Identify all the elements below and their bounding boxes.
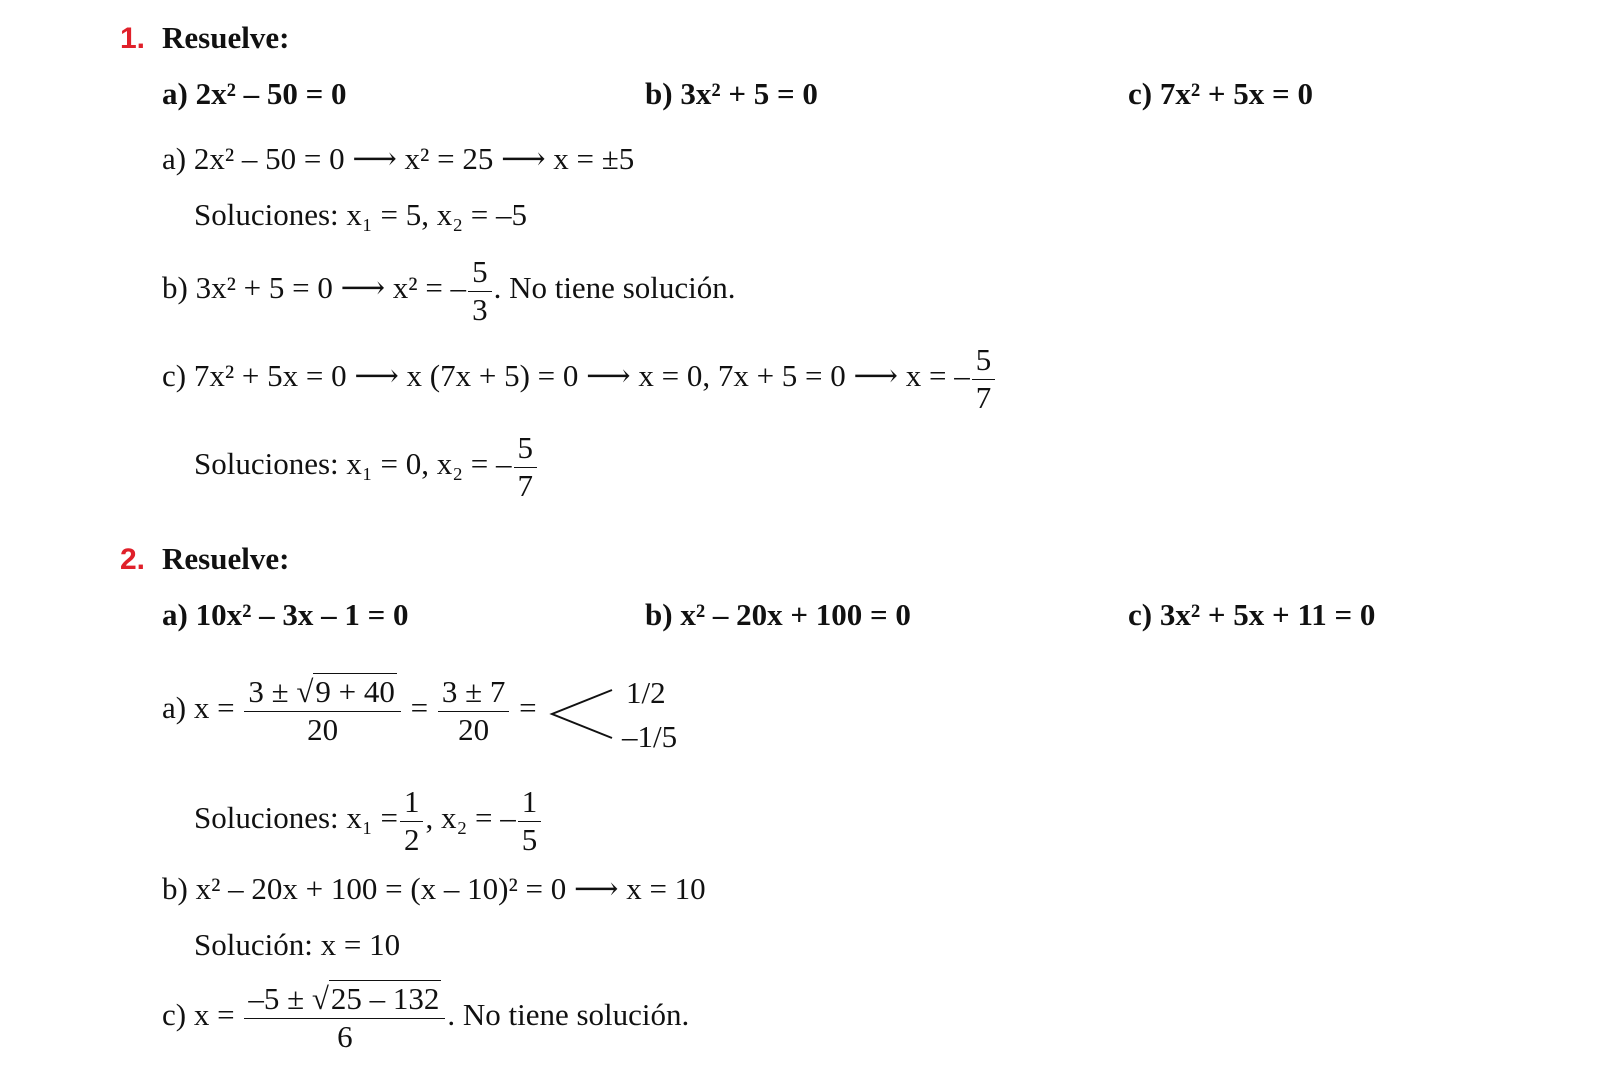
problem-2a-solutions-fraction-2 [518,786,542,856]
fraction-numerator: –5 ± √25 – 132 [244,983,445,1019]
problem-2a-solutions-fraction-1 [400,786,424,856]
problem-1c-solutions [194,432,539,502]
problem-2a-solutions-left: Soluciones: x₁ = [194,800,398,836]
problem-2a-solution-line [162,676,537,746]
problem-1c-solution-line [162,344,997,414]
problem-2b-statement: b) x² – 20x + 100 = 0 [645,597,911,632]
problem-1b-solution-line [162,256,736,326]
problem-2a-statement: a) 10x² – 3x – 1 = 0 [162,597,409,632]
fraction-numerator: 1 [518,786,542,822]
problem-2b-solution-line: b) x² – 20x + 100 = (x – 10)² = 0 ⟶ x = 10 [162,871,706,906]
problem-2-title: Resuelve: [162,541,290,576]
problem-1a-statement: a) 2x² – 50 = 0 [162,76,347,111]
problem-1c-fraction [972,344,996,414]
problem-2a-fraction-1 [244,676,401,746]
problem-1c-left: c) 7x² + 5x = 0 ⟶ x (7x + 5) = 0 ⟶ x = 0, 7x + 5 = 0 ⟶ x = – [162,358,970,394]
problem-2c-statement: c) 3x² + 5x + 11 = 0 [1128,597,1376,632]
fraction-denominator: 7 [517,467,533,503]
problem-2a-solutions [194,786,543,856]
problem-2c-fraction [244,983,445,1053]
fraction-numerator: 3 ± √9 + 40 [244,676,401,712]
square-root: 25 – 132 [330,981,440,1016]
square-root: 9 + 40 [315,674,395,709]
fraction-denominator: 3 [472,291,488,327]
problem-2-number: 2. [120,543,146,576]
problem-2c-right: . No tiene solución. [447,997,690,1033]
problem-1-number: 1. [120,22,146,55]
branch-bracket-icon [548,686,618,742]
fraction-denominator: 2 [403,821,420,857]
fraction-denominator: 5 [521,821,538,857]
fraction-denominator: 20 [458,711,490,747]
numerator-prefix: –5 ± [248,981,305,1016]
problem-2a-fraction-2 [438,676,510,746]
numerator-prefix: 3 ± [248,674,289,709]
problem-2c-solution-line [162,983,689,1053]
problem-1c-solutions-left: Soluciones: x₁ = 0, x₂ = – [194,446,512,482]
problem-2b-solution: Solución: x = 10 [194,927,401,962]
problem-1b-fraction [468,256,492,326]
problem-2c-prefix: c) x = [162,997,235,1033]
problem-2a-branch-bottom: –1/5 [622,719,678,754]
problem-1a-solutions: Soluciones: x₁ = 5, x₂ = –5 [194,197,527,232]
problem-2a-branch-top: 1/2 [626,675,666,710]
fraction-denominator: 20 [307,711,339,747]
fraction-numerator: 5 [972,344,996,380]
problem-2a-prefix: a) x = [162,690,235,726]
fraction-numerator: 5 [468,256,492,292]
problem-1c-solutions-fraction [514,432,538,502]
fraction-numerator: 5 [514,432,538,468]
problem-2a-solutions-mid: , x₂ = – [425,800,516,836]
fraction-denominator: 6 [337,1018,353,1054]
fraction-numerator: 1 [400,786,424,822]
equals-sign: = [410,690,429,726]
fraction-denominator: 7 [975,379,992,415]
problem-1a-solution-line: a) 2x² – 50 = 0 ⟶ x² = 25 ⟶ x = ±5 [162,141,635,176]
problem-1c-statement: c) 7x² + 5x = 0 [1128,76,1313,111]
problem-1b-right: . No tiene solución. [493,270,736,306]
fraction-numerator: 3 ± 7 [438,676,510,712]
problem-1b-statement: b) 3x² + 5 = 0 [645,76,818,111]
equals-sign: = [519,690,537,726]
problem-1-title: Resuelve: [162,20,290,55]
problem-1b-left: b) 3x² + 5 = 0 ⟶ x² = – [162,270,467,306]
